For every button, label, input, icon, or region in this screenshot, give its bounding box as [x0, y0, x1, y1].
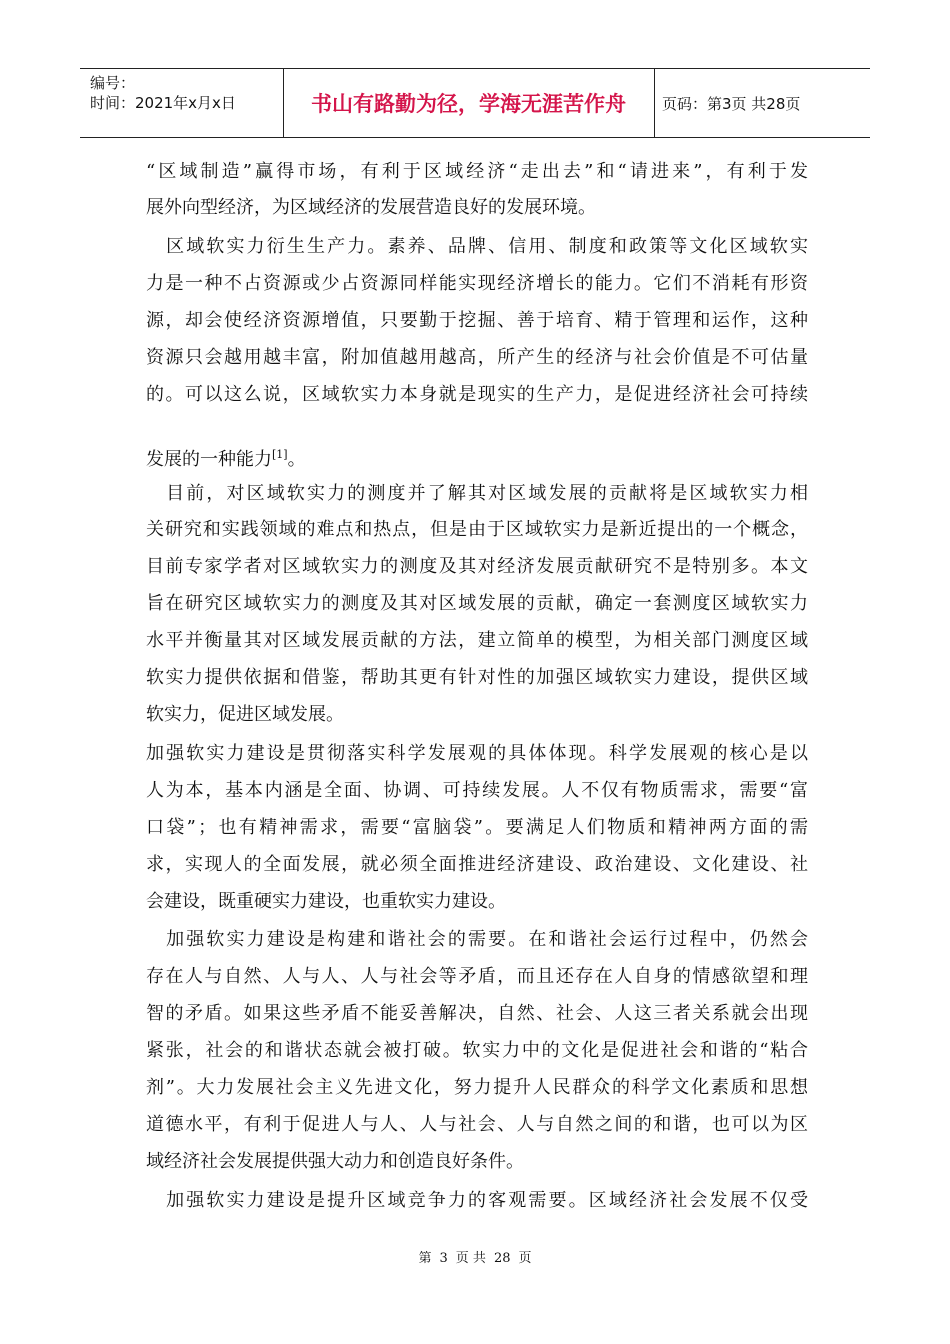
header-page-label: 页码：第3页 共28页	[662, 95, 801, 113]
text-line: 水平并衡量其对区域发展贡献的方法，建立简单的模型，为相关部门测度区域	[146, 630, 810, 651]
text-line: 智的矛盾。如果这些矛盾不能妥善解决，自然、社会、人这三者关系就会出现	[146, 1003, 810, 1024]
text-line: 加强软实力建设是构建和谐社会的需要。在和谐社会运行过程中，仍然会	[146, 929, 811, 950]
text-line: 旨在研究区域软实力的测度及其对区域发展的贡献，确定一套测度区域软实力	[146, 593, 810, 614]
header-table	[80, 68, 870, 138]
text-line: 区域软实力衍生生产力。素养、品牌、信用、制度和政策等文化区域软实	[146, 236, 811, 257]
time-label: 时间：2021年x月x日	[90, 94, 236, 112]
number-label: 编号：	[90, 74, 136, 92]
text-line: 加强软实力建设是提升区域竞争力的客观需要。区域经济社会发展不仅受	[146, 1190, 811, 1211]
citation-reference: [1]	[272, 448, 288, 461]
text-line: 的。可以这么说，区域软实力本身就是现实的生产力，是促进经济社会可持续	[146, 384, 810, 405]
text-line: 域经济社会发展提供强大动力和创造良好条件。	[146, 1151, 524, 1172]
text-line: “区域制造”赢得市场，有利于区域经济“走出去”和“请进来”，有利于发	[146, 161, 812, 182]
footer-prefix: 第	[418, 1251, 432, 1266]
text-line: 存在人与自然、人与人、人与社会等矛盾，而且还存在人自身的情感欲望和理	[146, 966, 810, 987]
text-line: 软实力，促进区域发展。	[146, 704, 344, 725]
text-line: 源，却会使经济资源增值，只要勤于挖掘、善于培育、精于管理和运作，这种	[146, 310, 810, 331]
citation-line-text: 发展的一种能力	[146, 449, 272, 470]
text-line: 紧张，社会的和谐状态就会被打破。软实力中的文化是促进社会和谐的“粘合	[146, 1040, 810, 1061]
text-line: 人为本，基本内涵是全面、协调、可持续发展。人不仅有物质需求，需要“富	[146, 780, 810, 801]
header-divider	[654, 69, 655, 137]
header-motto: 书山有路勤为径，学海无涯苦作舟	[311, 92, 626, 116]
text-line: 资源只会越用越丰富，附加值越用越高，所产生的经济与社会价值是不可估量	[146, 347, 810, 368]
text-line: 求，实现人的全面发展，就必须全面推进经济建设、政治建设、文化建设、社	[146, 854, 810, 875]
footer-total-pages: 28	[493, 1251, 511, 1266]
text-line: 展外向型经济，为区域经济的发展营造良好的发展环境。	[146, 197, 596, 218]
text-line: 关研究和实践领域的难点和热点，但是由于区域软实力是新近提出的一个概念，	[146, 519, 809, 540]
footer-page-number: 3	[439, 1251, 448, 1266]
page-footer	[0, 1247, 950, 1266]
footer-mid: 页 共	[455, 1251, 486, 1266]
text-line: 口袋”；也有精神需求，需要“富脑袋”。要满足人们物质和精神两方面的需	[146, 817, 811, 838]
header-meta	[90, 73, 280, 113]
footer-suffix: 页	[518, 1251, 532, 1266]
text-line: 目前专家学者对区域软实力的测度及其对经济发展贡献研究不是特别多。本文	[146, 556, 810, 577]
text-line-with-citation	[146, 440, 306, 470]
text-line: 剂”。大力发展社会主义先进文化，努力提升人民群众的科学文化素质和思想	[146, 1077, 810, 1098]
text-line: 软实力提供依据和借鉴，帮助其更有针对性的加强区域软实力建设，提供区域	[146, 667, 810, 688]
text-line: 道德水平，有利于促进人与人、人与社会、人与自然之间的和谐，也可以为区	[146, 1114, 810, 1135]
text-line: 目前，对区域软实力的测度并了解其对区域发展的贡献将是区域软实力相	[146, 483, 811, 504]
text-line: 力是一种不占资源或少占资源同样能实现经济增长的能力。它们不消耗有形资	[146, 273, 810, 294]
citation-line-end: 。	[287, 449, 306, 470]
text-line: 加强软实力建设是贯彻落实科学发展观的具体体现。科学发展观的核心是以	[146, 743, 811, 764]
text-line: 会建设，既重硬实力建设，也重软实力建设。	[146, 891, 506, 912]
